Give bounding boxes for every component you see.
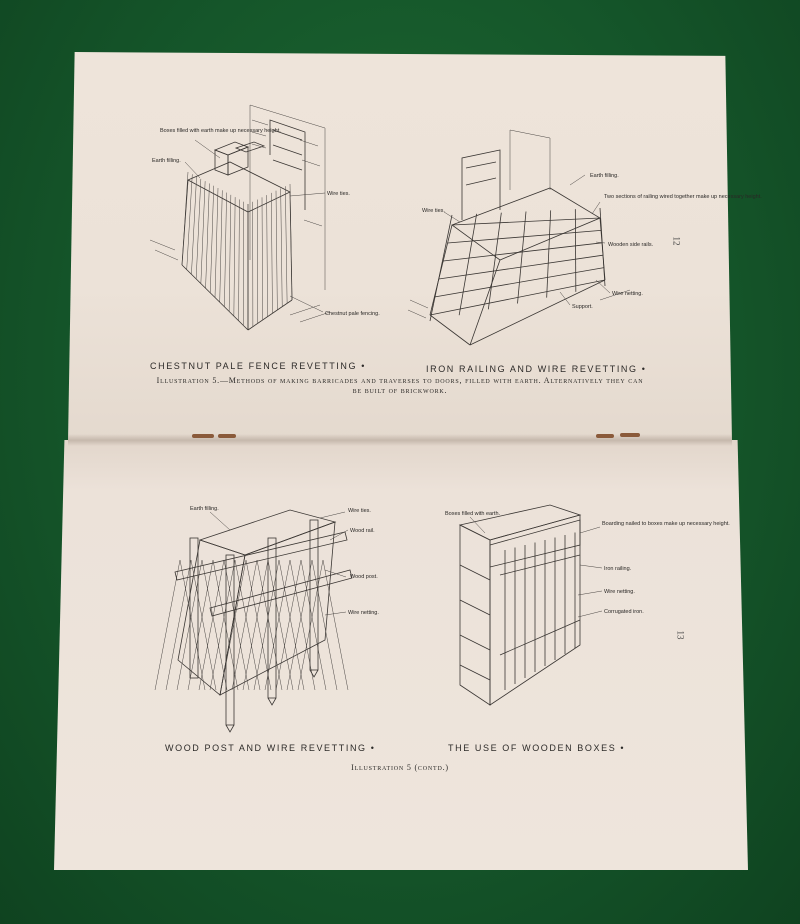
caption-chestnut-pale: CHESTNUT PALE FENCE REVETTING • bbox=[150, 361, 366, 371]
label-wire-ties-2: Wire ties. bbox=[422, 208, 445, 214]
label-earth-filling-2: Earth filling. bbox=[590, 173, 619, 179]
label-wire-netting-2: Wire netting. bbox=[348, 610, 379, 616]
caption-wooden-boxes: THE USE OF WOODEN BOXES • bbox=[448, 743, 626, 753]
caption-iron-railing: IRON RAILING AND WIRE REVETTING • bbox=[426, 364, 647, 374]
label-corrugated-iron: Corrugated iron. bbox=[604, 609, 644, 615]
label-earth-filling: Earth filling. bbox=[152, 158, 181, 164]
label-chestnut-pale: Chestnut pale fencing. bbox=[325, 311, 380, 317]
label-earth-filling-3: Earth filling. bbox=[190, 506, 219, 512]
label-boxes-filled-2: Boxes filled with earth. bbox=[445, 511, 501, 517]
label-iron-railing: Iron railing. bbox=[604, 566, 632, 572]
staple-right bbox=[596, 434, 614, 438]
label-wood-rail: Wood rail. bbox=[350, 528, 375, 534]
label-wood-post: Wood post. bbox=[350, 574, 378, 580]
caption-wood-post: WOOD POST AND WIRE REVETTING • bbox=[165, 743, 376, 753]
chestnut-pale-fence-illustration bbox=[140, 100, 380, 340]
label-wire-netting-3: Wire netting. bbox=[604, 589, 635, 595]
page-number-12: 12 bbox=[671, 236, 682, 246]
iron-railing-illustration bbox=[400, 130, 762, 350]
illustration-caption-top-1: Illustration 5.—Methods of making barricades and traverses to doors, filled with earth. Alternatively they can bbox=[156, 376, 644, 385]
label-support: Support. bbox=[572, 304, 593, 310]
label-wooden-side-rails: Wooden side rails. bbox=[608, 242, 654, 248]
page-number-13: 13 bbox=[675, 630, 686, 640]
label-wire-netting: Wire netting. bbox=[612, 291, 643, 297]
staple-left-2 bbox=[218, 434, 236, 438]
illustration-caption-bottom: Illustration 5 (contd.) bbox=[351, 763, 449, 772]
staple-left bbox=[192, 434, 214, 438]
staple-right-2 bbox=[620, 433, 640, 437]
label-wire-ties: Wire ties. bbox=[327, 191, 350, 197]
label-wire-ties-3: Wire ties. bbox=[348, 508, 371, 514]
label-two-sections: Two sections of railing wired together make up necessary height. bbox=[604, 194, 762, 200]
label-boarding-nailed: Boarding nailed to boxes make up necessary height. bbox=[602, 521, 730, 527]
label-boxes-filled: Boxes filled with earth make up necessary height. bbox=[160, 128, 281, 134]
wood-post-illustration bbox=[160, 500, 400, 740]
illustration-caption-top-2: be built of brickwork. bbox=[352, 386, 448, 395]
